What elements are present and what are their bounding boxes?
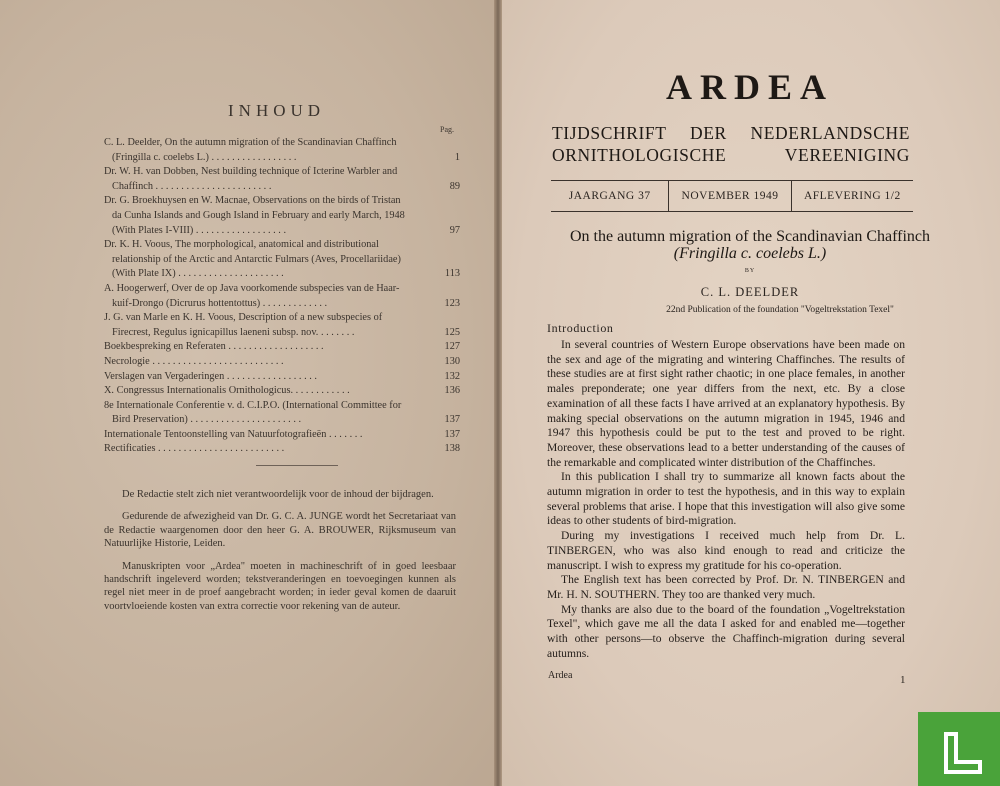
journal-title: ARDEA — [665, 67, 834, 107]
page-number: 1 — [900, 674, 906, 686]
toc-line: Dr. G. Broekhuysen en W. Macnae, Observations on the birds of Tristan — [104, 195, 401, 207]
body-paragraph: My thanks are also due to the board of the foundation „Vogeltrekstation Texel", which gave me all the data I asked for and enabled me—together with other persons—to observe the Chaffinch-migration during several autumns. — [547, 602, 905, 660]
issue-number: AFLEVERING 1/2 — [803, 190, 901, 202]
toc-line: J. G. van Marle en K. H. Voous, Description of a new subspecies of — [104, 312, 383, 324]
issue-info-bar — [551, 180, 913, 212]
body-paragraph: In several countries of Western Europe observations have been made on the sex and age of the migrating and wintering Chaffinches. The results of these studies are at first sight rather chaotic; in one place females, in another males preponderate; one year differs from the next, etc. By a close examination of all these facts I have arrived at an explanatory hypothesis. By making special observations on the autumn migration in 1945, 1946 and 1947 this hypothesis could be put to the test and proved to be right. Moreover, these observations lead to a better understanding of the causes of the remarkable and complicated winter distribution of the Chaffinches. — [547, 338, 905, 469]
toc-line: Boekbespreking en Referaten . . . . . . . . . . . . . . . . . . . — [104, 341, 324, 353]
toc-page-number: 127 — [444, 341, 460, 353]
publication-note: 22nd Publication of the foundation "Vogeltrekstation Texel" — [666, 305, 894, 315]
toc-page-number: 123 — [444, 297, 460, 309]
toc-line: Necrologie . . . . . . . . . . . . . . . . . . . . . . . . . . — [104, 355, 284, 367]
article-title-line: (Fringilla c. coelebs L.) — [673, 245, 827, 262]
body-paragraph: During my investigations I received much help from Dr. L. TINBERGEN, who was also kind enough to read and criticize the manuscript. I wish to express my gratitude for his co-operation. — [547, 529, 905, 572]
toc-page-number: 113 — [444, 268, 460, 280]
toc-entry — [104, 194, 460, 238]
note-paragraph: Manuskripten voor „Ardea" moeten in machineschrift of in goed leesbaar handschrift ingeleverd worden; tekstveranderingen en toevoegingen kunnen als regel niet meer in de proef aangebracht worden; in ieder geval komen de daaruit voortvloeiende kosten van extra correctie voor rekening van de auteur. — [104, 560, 456, 612]
body-paragraph: The English text has been corrected by Prof. Dr. N. TINBERGEN and Mr. H. N. SOUTHERN. They too are thanked very much. — [547, 573, 905, 601]
toc-page-number: 130 — [444, 355, 460, 367]
toc-line: X. Congressus Internationalis Ornithologicus. . . . . . . . . . . . — [104, 385, 350, 397]
toc-entry — [104, 355, 460, 370]
note-paragraph: Gedurende de afwezigheid van Dr. G. C. A. JUNGE wordt het Secretariaat van de Redactie waargenomen door den heer G. A. BROUWER, Rijksmuseum van Natuurlijke Historie, Leiden. — [104, 511, 456, 550]
toc-entry — [104, 384, 460, 399]
body-paragraph: In this publication I shall try to summarize all known facts about the autumn migration in order to test the hypothesis, and in this way to explain several problems that arise. I hope that this investigation will also give some ideas to other students of bird-migration. — [547, 470, 905, 528]
toc-entry — [104, 311, 460, 340]
toc-line: (With Plate IX) . . . . . . . . . . . . . . . . . . . . . — [112, 268, 284, 280]
toc-line: relationship of the Arctic and Antarctic Fulmars (Aves, Procellariidae) — [112, 253, 401, 265]
article-title-line: On the autumn migration of the Scandinavian Chaffinch — [569, 228, 931, 245]
journal-subtitle — [552, 122, 910, 166]
toc-entry — [104, 282, 460, 311]
subtitle-line: ORNITHOLOGISCHE VEREENIGING — [552, 145, 910, 165]
toc-line: Bird Preservation) . . . . . . . . . . . . . . . . . . . . . . — [112, 414, 302, 426]
subtitle-line: TIJDSCHRIFT DER NEDERLANDSCHE — [552, 123, 910, 143]
toc-page-number: 89 — [449, 180, 460, 192]
toc-page-number: 97 — [449, 224, 460, 236]
toc-line: Internationale Tentoonstelling van Natuurfotografieën . . . . . . . — [104, 428, 363, 440]
page-column-label: Pag. — [440, 125, 454, 134]
toc-line: Chaffinch . . . . . . . . . . . . . . . . . . . . . . . — [112, 180, 272, 192]
toc-line: da Cunha Islands and Gough Island in February and early March, 1948 — [112, 209, 405, 221]
toc-entry — [104, 136, 460, 165]
toc-entry — [104, 442, 460, 457]
toc-line: Firecrest, Regulus ignicapillus laeneni subsp. nov. . . . . . . . — [112, 326, 355, 338]
toc-page-number: 137 — [444, 414, 460, 426]
toc-line: Rectificaties . . . . . . . . . . . . . . . . . . . . . . . . . — [104, 443, 285, 455]
toc-line: (With Plates I-VIII) . . . . . . . . . . . . . . . . . . — [112, 224, 287, 236]
running-footer: Ardea — [548, 670, 573, 681]
toc-entry — [104, 165, 460, 194]
editorial-notes — [104, 488, 456, 622]
volume-label: JAARGANG 37 — [551, 181, 669, 211]
toc-entry — [104, 340, 460, 355]
by-label: BY — [744, 268, 756, 274]
book-spine — [494, 0, 502, 786]
table-of-contents — [104, 136, 460, 457]
toc-line: Verslagen van Vergaderingen . . . . . . . . . . . . . . . . . . — [104, 370, 317, 382]
toc-page-number: 125 — [444, 326, 460, 338]
section-heading: Introduction — [547, 321, 614, 335]
toc-line: kuif-Drongo (Dicrurus hottentottus) . . . . . . . . . . . . . — [112, 297, 328, 309]
toc-page-number: 138 — [444, 443, 460, 455]
l-logo-icon — [940, 730, 986, 776]
toc-line: (Fringilla c. coelebs L.) . . . . . . . . . . . . . . . . . — [112, 151, 297, 163]
toc-page-number: 132 — [444, 370, 460, 382]
article-title — [500, 228, 1000, 262]
toc-line: Dr. W. H. van Dobben, Nest building technique of Icterine Warbler and — [104, 166, 398, 178]
toc-line: A. Hoogerwerf, Over de op Java voorkomende subspecies van de Haar- — [104, 282, 400, 294]
article-body — [547, 338, 905, 661]
toc-page-number: 137 — [444, 428, 460, 440]
article-author: C. L. DEELDER — [700, 285, 800, 299]
toc-entry — [104, 428, 460, 443]
divider — [256, 465, 338, 466]
toc-line: Dr. K. H. Voous, The morphological, anatomical and distributional — [104, 239, 379, 251]
toc-entry — [104, 399, 460, 428]
note-paragraph: De Redactie stelt zich niet verantwoordelijk voor de inhoud der bijdragen. — [122, 489, 434, 500]
issue-date: NOVEMBER 1949 — [669, 181, 791, 211]
toc-line: C. L. Deelder, On the autumn migration of the Scandinavian Chaffinch — [104, 137, 397, 148]
toc-page-number: 1 — [454, 151, 460, 163]
toc-page-number: 136 — [444, 385, 460, 397]
contents-heading: INHOUD — [228, 101, 326, 120]
toc-line: 8e Internationale Conferentie v. d. C.I.P.O. (International Committee for — [104, 399, 402, 411]
toc-entry — [104, 238, 460, 282]
toc-entry — [104, 370, 460, 385]
